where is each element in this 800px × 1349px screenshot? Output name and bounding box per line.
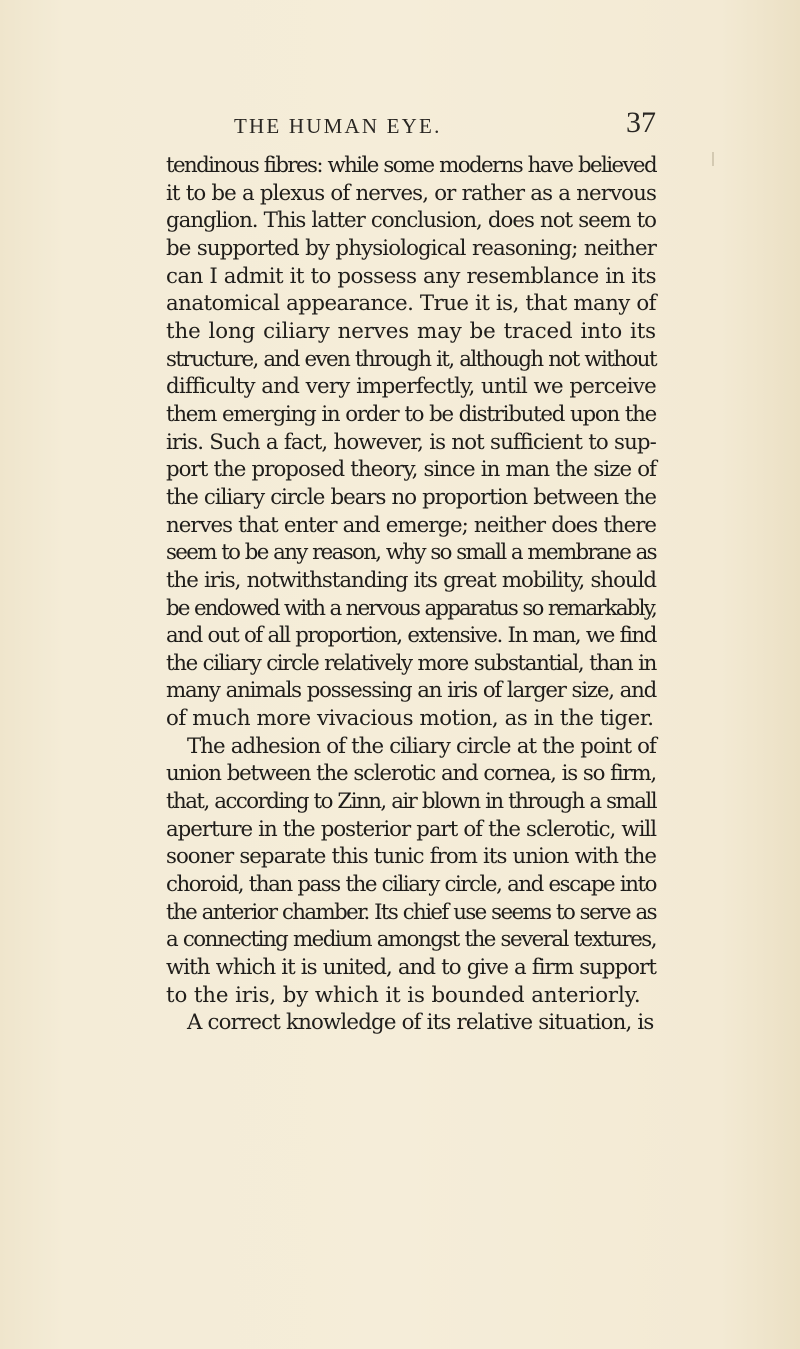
running-title: THE HUMAN EYE. — [234, 114, 442, 138]
text-line: that, according to Zinn, air blown in through a small — [166, 789, 656, 815]
text-line: choroid, than pass the ciliary circle, and escape into — [166, 872, 656, 898]
text-line-paragraph-end: of much more vivacious motion, as in the tiger. — [166, 706, 654, 732]
text-line: with which it is united, and to give a firm support — [166, 955, 656, 981]
text-line: a connecting medium amongst the several textures, — [166, 927, 656, 953]
text-line: aperture in the posterior part of the sclerotic, will — [166, 816, 656, 842]
text-line: it to be a plexus of nerves, or rather as a nervous — [166, 180, 656, 206]
text-line-paragraph-start: A correct knowledge of its relative situation, is — [187, 1010, 654, 1036]
text-line: ganglion. This latter conclusion, does not seem to — [166, 208, 656, 234]
body-text — [166, 152, 656, 1037]
text-line: the long ciliary nerves may be traced into its — [166, 318, 656, 344]
text-line: sooner separate this tunic from its union with the — [166, 844, 656, 870]
text-line: them emerging in order to be distributed upon the — [166, 401, 656, 427]
text-line: the anterior chamber. Its chief use seems to serve as — [166, 899, 656, 925]
text-line: and out of all proportion, extensive. In man, we find — [166, 623, 656, 649]
text-line-paragraph-start: The adhesion of the ciliary circle at the point of — [187, 733, 656, 759]
text-line: the iris, notwithstanding its great mobility, should — [166, 567, 656, 593]
text-line: the ciliary circle bears no proportion between the — [166, 484, 656, 510]
text-line: the ciliary circle relatively more substantial, than in — [166, 650, 656, 676]
text-line: iris. Such a fact, however, is not sufficient to sup- — [166, 429, 656, 455]
text-line: be supported by physiological reasoning; neither — [166, 235, 656, 261]
text-line: can I admit it to possess any resemblance in its — [166, 263, 656, 289]
text-line: seem to be any reason, why so small a membrane as — [166, 540, 656, 566]
paper-blemish — [712, 152, 714, 166]
text-line: many animals possessing an iris of larger size, and — [166, 678, 656, 704]
text-line-paragraph-end: to the iris, by which it is bounded anteriorly. — [166, 982, 641, 1008]
text-line: structure, and even through it, although not without — [166, 346, 656, 372]
text-line: anatomical appearance. True it is, that many of — [166, 291, 656, 317]
text-line: be endowed with a nervous apparatus so remarkably, — [166, 595, 656, 621]
text-line: port the proposed theory, since in man the size of — [166, 457, 656, 483]
text-line: tendinous fibres: while some moderns have believed — [166, 153, 656, 178]
running-head — [166, 106, 656, 142]
page-number: 37 — [626, 106, 656, 139]
text-line: union between the sclerotic and cornea, is so firm, — [166, 761, 656, 787]
text-line: nerves that enter and emerge; neither does there — [166, 512, 656, 538]
text-line: difficulty and very imperfectly, until we perceive — [166, 374, 656, 400]
